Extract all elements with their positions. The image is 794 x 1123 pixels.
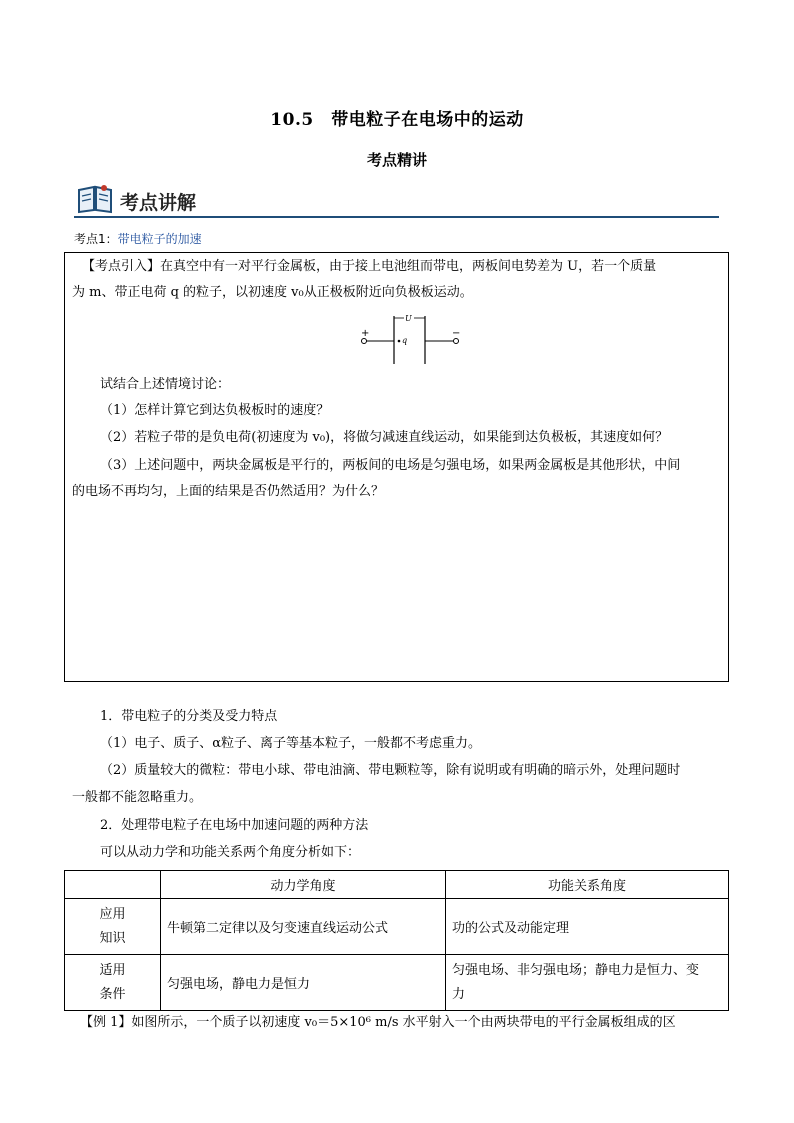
row-label-part: 适用: [99, 962, 126, 978]
plus-sign: +: [361, 328, 370, 339]
table-row-label: [65, 899, 161, 955]
page-subtitle: 考点精讲: [366, 151, 427, 169]
table-cell: 功的公式及动能定理: [446, 899, 729, 955]
table-header-cell: [65, 871, 161, 899]
section-2-intro: 可以从动力学和功能关系两个角度分析如下：: [100, 845, 361, 860]
question-2: （2）若粒子带的是负电荷(初速度为 v₀)，将做匀减速直线运动，如果能到达负极板，其速度如何？: [100, 430, 669, 445]
kaodian-prefix: 考点1：: [74, 232, 118, 246]
u-label: U: [405, 314, 412, 323]
minus-sign: −: [452, 328, 460, 339]
banner-label: 考点讲解: [120, 192, 197, 214]
cell-line: 力: [452, 986, 466, 1002]
row-label-part: 知识: [99, 930, 126, 946]
question-1: （1）怎样计算它到达负极板时的速度？: [100, 403, 330, 418]
kaodian-label: [74, 230, 202, 247]
particle-dot: [398, 340, 401, 343]
table-row: [65, 899, 729, 955]
section-1-item-2-line-1: （2）质量较大的微粒：带电小球、带电油滴、带电颗粒等，除有说明或有明确的暗示外，处理问题时: [100, 763, 681, 778]
section-1-item-2-line-2: 一般都不能忽略重力。: [72, 790, 203, 805]
example-1-line: 【例 1】如图所示，一个质子以初速度 v₀＝5×10⁶ m/s 水平射入一个由两块带电的平行金属板组成的区: [80, 1015, 676, 1030]
table-header-cell: 功能关系角度: [446, 871, 729, 899]
table-header-row: [65, 871, 729, 899]
capacitor-diagram: [360, 312, 460, 367]
question-3-line-2: 的电场不再均匀，上面的结果是否仍然适用？为什么？: [72, 484, 385, 499]
discuss-line: 试结合上述情境讨论：: [100, 377, 231, 392]
table-row-label: [65, 955, 161, 1011]
comparison-table: [64, 870, 729, 1011]
book-icon: [76, 182, 114, 214]
right-terminal: [454, 339, 459, 344]
table-header-cell: 动力学角度: [161, 871, 446, 899]
table-cell: 牛顿第二定律以及匀变速直线运动公式: [161, 899, 446, 955]
left-terminal: [362, 339, 367, 344]
section-1-item-1: （1）电子、质子、α粒子、离子等基本粒子，一般都不考虑重力。: [100, 736, 482, 751]
table-row: [65, 955, 729, 1011]
q-label: q: [402, 336, 408, 345]
intro-line-2: 为 m、带正电荷 q 的粒子，以初速度 v₀从正极板附近向负极板运动。: [72, 285, 473, 300]
table-cell: 匀强电场，静电力是恒力: [161, 955, 446, 1011]
cell-line: 匀强电场、非匀强电场；静电力是恒力、变: [452, 962, 700, 978]
intro-line-1: 【考点引入】在真空中有一对平行金属板，由于接上电池组而带电，两板间电势差为 U，若一个质量: [82, 259, 657, 274]
section-2-heading: 2．处理带电粒子在电场中加速问题的两种方法: [100, 818, 369, 833]
banner-underline: [74, 216, 719, 218]
page-title: 10.5 带电粒子在电场中的运动: [270, 110, 524, 130]
row-label-part: 应用: [99, 906, 126, 922]
section-banner: [74, 180, 719, 220]
section-1-heading: 1．带电粒子的分类及受力特点: [100, 709, 278, 724]
question-3-line-1: （3）上述问题中，两块金属板是平行的，两板间的电场是匀强电场，如果两金属板是其他形状，中间: [100, 458, 681, 473]
kaodian-topic: 带电粒子的加速: [117, 232, 202, 246]
row-label-part: 条件: [99, 986, 126, 1002]
table-cell: [446, 955, 729, 1011]
